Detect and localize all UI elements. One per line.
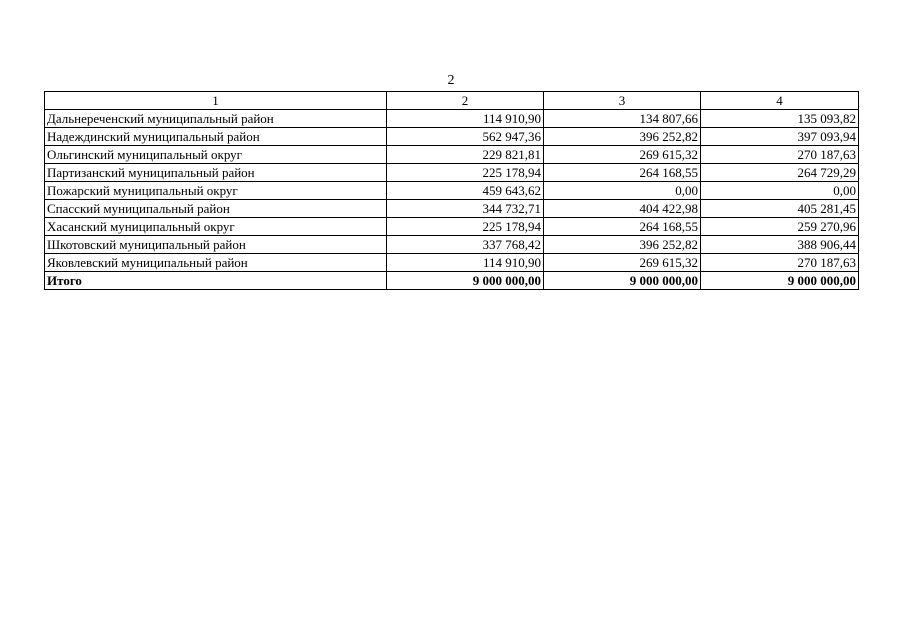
- row-value-col4: 405 281,45: [701, 200, 859, 218]
- distribution-table: [44, 91, 859, 290]
- column-header-3: 3: [544, 92, 701, 110]
- row-value-col2: 337 768,42: [387, 236, 544, 254]
- total-value-col3: 9 000 000,00: [544, 272, 701, 290]
- page-number: 2: [447, 73, 455, 88]
- total-label: Итого: [45, 272, 387, 290]
- table-row: [45, 200, 859, 218]
- row-name: Дальнереченский муниципальный район: [45, 110, 387, 128]
- row-value-col2: 229 821,81: [387, 146, 544, 164]
- column-header-4: 4: [701, 92, 859, 110]
- table-row: [45, 182, 859, 200]
- row-value-col4: 0,00: [701, 182, 859, 200]
- row-value-col2: 344 732,71: [387, 200, 544, 218]
- row-value-col3: 396 252,82: [544, 236, 701, 254]
- table-row: [45, 254, 859, 272]
- row-name: Шкотовский муниципальный район: [45, 236, 387, 254]
- row-value-col4: 135 093,82: [701, 110, 859, 128]
- row-name: Яковлевский муниципальный район: [45, 254, 387, 272]
- row-name: Пожарский муниципальный округ: [45, 182, 387, 200]
- row-value-col2: 562 947,36: [387, 128, 544, 146]
- row-name: Спасский муниципальный район: [45, 200, 387, 218]
- total-value-col2: 9 000 000,00: [387, 272, 544, 290]
- row-name: Хасанский муниципальный округ: [45, 218, 387, 236]
- row-value-col4: 270 187,63: [701, 146, 859, 164]
- table-row: [45, 146, 859, 164]
- column-header-2: 2: [387, 92, 544, 110]
- row-value-col2: 225 178,94: [387, 164, 544, 182]
- row-value-col3: 0,00: [544, 182, 701, 200]
- row-value-col3: 134 807,66: [544, 110, 701, 128]
- table-header-row: [45, 92, 859, 110]
- row-value-col4: 270 187,63: [701, 254, 859, 272]
- table-row: [45, 236, 859, 254]
- row-value-col2: 114 910,90: [387, 254, 544, 272]
- row-value-col4: 397 093,94: [701, 128, 859, 146]
- row-name: Партизанский муниципальный район: [45, 164, 387, 182]
- row-value-col3: 269 615,32: [544, 254, 701, 272]
- row-value-col3: 269 615,32: [544, 146, 701, 164]
- row-value-col2: 114 910,90: [387, 110, 544, 128]
- table-row: [45, 110, 859, 128]
- column-header-1: 1: [45, 92, 387, 110]
- row-value-col4: 388 906,44: [701, 236, 859, 254]
- row-name: Надеждинский муниципальный район: [45, 128, 387, 146]
- table-row: [45, 218, 859, 236]
- row-value-col4: 259 270,96: [701, 218, 859, 236]
- row-value-col3: 264 168,55: [544, 164, 701, 182]
- row-value-col3: 264 168,55: [544, 218, 701, 236]
- row-value-col3: 396 252,82: [544, 128, 701, 146]
- table-row: [45, 164, 859, 182]
- row-name: Ольгинский муниципальный округ: [45, 146, 387, 164]
- row-value-col4: 264 729,29: [701, 164, 859, 182]
- table-row: [45, 128, 859, 146]
- row-value-col2: 225 178,94: [387, 218, 544, 236]
- total-value-col4: 9 000 000,00: [701, 272, 859, 290]
- total-row: [45, 272, 859, 290]
- row-value-col3: 404 422,98: [544, 200, 701, 218]
- row-value-col2: 459 643,62: [387, 182, 544, 200]
